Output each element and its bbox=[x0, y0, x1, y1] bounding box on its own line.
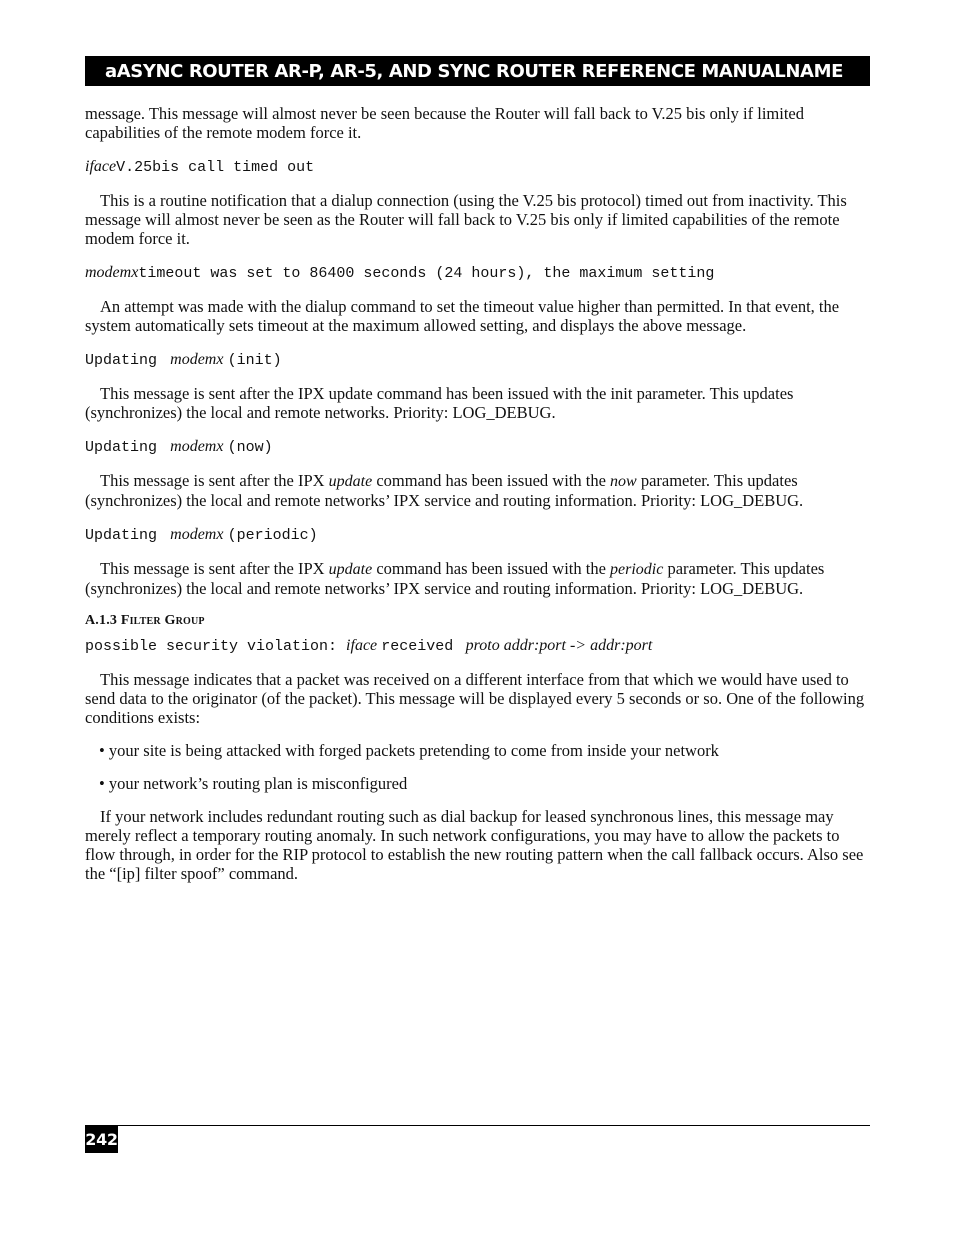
text-run: This message is sent after the IPX bbox=[100, 471, 329, 490]
code-text: (now) bbox=[227, 439, 273, 456]
code-text: (init) bbox=[227, 352, 282, 369]
code-text: (periodic) bbox=[227, 527, 318, 544]
paragraph-timeout: An attempt was made with the dialup command to set the timeout value higher than permitted. In that event, the system automatically sets timeout at the maximum allowed setting, and displays the above message. bbox=[85, 297, 840, 335]
header-title: aASYNC ROUTER AR-P, AR-5, AND SYNC ROUTER REFERENCE MANUALNAME bbox=[105, 60, 843, 82]
code-text: Updating bbox=[85, 439, 167, 456]
italic-term: now bbox=[610, 473, 637, 490]
paragraph-redundant-routing: If your network includes redundant routing such as dial backup for leased synchronous lines, this message may merely reflect a temporary routing anomaly. In such network configurations, you may have to allow the packets to flow through, in order for the RIP protocol to establish the new routing pattern when the call fallback occurs. Also see the “[ip] filter spoof” command. bbox=[85, 807, 864, 883]
text-run: command has been issued with the bbox=[372, 471, 611, 490]
code-text: V.25bis call timed out bbox=[116, 159, 315, 176]
code-variable: proto addr:port -> addr:port bbox=[465, 637, 653, 654]
code-text: received bbox=[381, 638, 454, 655]
code-text: possible security violation: bbox=[85, 638, 347, 655]
page-number-text: 242 bbox=[85, 1130, 118, 1149]
italic-term: update bbox=[328, 473, 373, 490]
page-body bbox=[85, 104, 870, 883]
paragraph-init: This message is sent after the IPX update command has been issued with the init parameter. This updates (synchronizes) the local and remote networks. Priority: LOG_DEBUG. bbox=[85, 384, 794, 422]
italic-term: update bbox=[328, 561, 373, 578]
message-updating-now bbox=[85, 436, 870, 457]
message-updating-init bbox=[85, 349, 870, 370]
code-text: Updating bbox=[85, 352, 167, 369]
section-title: Filter Group bbox=[120, 613, 205, 628]
italic-term: periodic bbox=[610, 561, 664, 578]
message-security-violation bbox=[85, 635, 870, 656]
page-number bbox=[85, 1126, 118, 1153]
text-run: parameter. This updates (synchronizes) the local and remote networks’ IPX service and routing information. Priority: LOG_DEBUG. bbox=[85, 471, 804, 510]
running-header bbox=[85, 56, 870, 86]
code-variable: modemx bbox=[170, 438, 224, 455]
section-number: A.1.3 bbox=[85, 613, 118, 628]
code-variable: modemx bbox=[170, 526, 224, 543]
list-item: • your network’s routing plan is misconfigured bbox=[99, 774, 408, 793]
text-run: parameter. This updates (synchronizes) the local and remote networks’ IPX service and routing information. Priority: LOG_DEBUG. bbox=[85, 559, 825, 598]
code-variable: modemx bbox=[170, 351, 224, 368]
footer-divider bbox=[85, 1125, 870, 1126]
message-timeout-max bbox=[85, 262, 870, 283]
section-heading bbox=[85, 611, 870, 630]
code-text: timeout was set to 86400 seconds (24 hours), the maximum setting bbox=[138, 265, 715, 282]
message-updating-periodic bbox=[85, 524, 870, 545]
code-variable: iface bbox=[85, 158, 117, 175]
paragraph-security: This message indicates that a packet was received on a different interface from that which we would have used to send data to the originator (of the packet). This message will be displayed every 5 seconds or so. One of the following conditions exists: bbox=[85, 670, 865, 727]
list-item: • your site is being attacked with forged packets pretending to come from inside your network bbox=[99, 741, 719, 760]
text-run: This message is sent after the IPX bbox=[100, 559, 329, 578]
paragraph-periodic bbox=[85, 559, 870, 598]
code-text: Updating bbox=[85, 527, 167, 544]
code-variable: iface bbox=[346, 637, 378, 654]
code-variable: modemx bbox=[85, 264, 139, 281]
text-run: command has been issued with the bbox=[372, 559, 611, 578]
paragraph-v25bis: This is a routine notification that a dialup connection (using the V.25 bis protocol) timed out from inactivity. This message will almost never be seen as the Router will fall back to V.25 bis only if limited capabilities of the remote modem force it. bbox=[85, 191, 847, 248]
message-iface-v25bis-timeout bbox=[85, 156, 870, 177]
paragraph-continued: message. This message will almost never be seen because the Router will fall back to V.25 bis only if limited capabilities of the remote modem force it. bbox=[85, 104, 804, 142]
paragraph-now bbox=[85, 471, 870, 510]
